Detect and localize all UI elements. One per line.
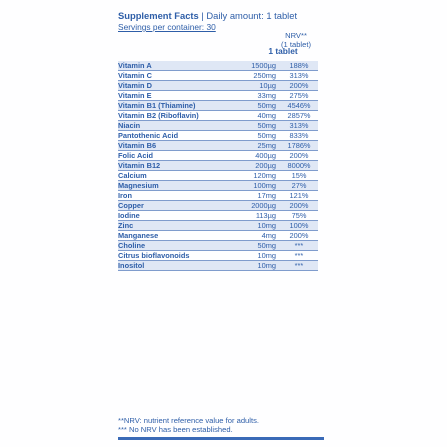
table-row [118,81,318,91]
daily-amount: | Daily amount: 1 tablet [201,10,298,21]
nutrient-nrv: 313% [289,71,309,80]
table-row [118,151,318,161]
nutrient-amount: 120mg [253,171,276,180]
nutrient-name: Calcium [118,171,147,180]
table-row [118,191,318,201]
table-row [118,61,318,71]
nutrient-amount: 50mg [257,121,276,130]
nutrient-amount: 1500µg [251,61,276,70]
nutrient-name: Vitamin B1 (Thiamine) [118,101,196,110]
nutrient-name: Inositol [118,261,145,270]
nutrient-amount: 4mg [261,231,276,240]
nutrient-name: Vitamin B12 [118,161,161,170]
nutrient-nrv: 200% [289,151,309,160]
nutrient-name: Copper [118,201,144,210]
nutrient-amount: 400µg [255,151,276,160]
table-row [118,141,318,151]
nutrient-nrv: 313% [289,121,309,130]
nutrient-name: Citrus bioflavonoids [118,251,190,260]
nutrient-amount: 10mg [257,261,276,270]
table-row [118,131,318,141]
nutrient-amount: 40mg [257,111,276,120]
nutrient-amount: 10µg [259,81,276,90]
nutrient-name: Manganese [118,231,159,240]
table-row [118,91,318,101]
table-row [118,211,318,221]
nutrient-nrv: 200% [289,81,309,90]
table-row [118,261,318,271]
nutrient-table [118,61,318,271]
nutrient-nrv: *** [294,261,304,270]
nutrient-name: Zinc [118,221,134,230]
nutrient-name: Choline [118,241,146,250]
servings-per-container: Servings per container: 30 [118,22,216,32]
nutrient-amount: 50mg [257,101,276,110]
nutrient-nrv: 275% [289,91,309,100]
nutrient-amount: 250mg [253,71,276,80]
nrv-footnote: **NRV: nutrient reference value for adults. [118,416,259,425]
nutrient-amount: 10mg [257,251,276,260]
nutrient-amount: 113µg [255,211,276,220]
label-title: Supplement Facts [118,10,199,21]
nutrient-nrv: 833% [289,131,309,140]
amount-column-header: 1 tablet [268,46,298,56]
table-row [118,71,318,81]
nutrient-nrv: *** [294,241,304,250]
nutrient-amount: 50mg [257,131,276,140]
nutrient-amount: 17mg [257,191,276,200]
nutrient-nrv: 188% [289,61,309,70]
no-nrv-footnote: *** No NRV has been established. [118,425,233,434]
table-row [118,241,318,251]
nutrient-name: Vitamin C [118,71,152,80]
nutrient-amount: 33mg [257,91,276,100]
nutrient-name: Iodine [118,211,140,220]
nutrient-nrv: *** [294,251,304,260]
nutrient-name: Magnesium [118,181,159,190]
nutrient-nrv: 4546% [287,101,311,110]
table-row [118,231,318,241]
nutrient-nrv: 121% [289,191,309,200]
nutrient-amount: 2000µg [251,201,276,210]
table-row [118,221,318,231]
label-header [118,10,334,32]
nutrient-name: Vitamin E [118,91,152,100]
nutrient-amount: 200µg [255,161,276,170]
table-row [118,171,318,181]
table-row [118,111,318,121]
nutrient-nrv: 200% [289,201,309,210]
nutrient-amount: 100mg [253,181,276,190]
nutrient-name: Niacin [118,121,141,130]
nutrient-name: Pantothenic Acid [118,131,179,140]
table-row [118,121,318,131]
column-headers [118,32,318,62]
nutrient-nrv: 75% [291,211,307,220]
bottom-rule [118,437,324,440]
nutrient-name: Vitamin B2 (Riboflavin) [118,111,199,120]
nutrient-nrv: 8000% [287,161,311,170]
nutrient-nrv: 100% [289,221,309,230]
header-title-line [118,10,334,22]
table-row [118,201,318,211]
nutrient-nrv: 27% [291,181,307,190]
table-row [118,101,318,111]
nutrient-nrv: 200% [289,231,309,240]
footnotes [118,416,334,434]
nutrient-amount: 25mg [257,141,276,150]
nutrient-name: Vitamin B6 [118,141,157,150]
nutrient-nrv: 15% [291,171,307,180]
nutrient-nrv: 2857% [287,111,311,120]
table-row [118,181,318,191]
nutrient-name: Folic Acid [118,151,154,160]
nutrient-amount: 10mg [257,221,276,230]
nutrient-name: Iron [118,191,132,200]
table-row [118,161,318,171]
nutrient-amount: 50mg [257,241,276,250]
nutrient-name: Vitamin A [118,61,152,70]
nrv-column-header: NRV** (1 tablet) [281,31,311,49]
nutrient-name: Vitamin D [118,81,152,90]
nutrient-nrv: 1786% [287,141,311,150]
table-row [118,251,318,261]
